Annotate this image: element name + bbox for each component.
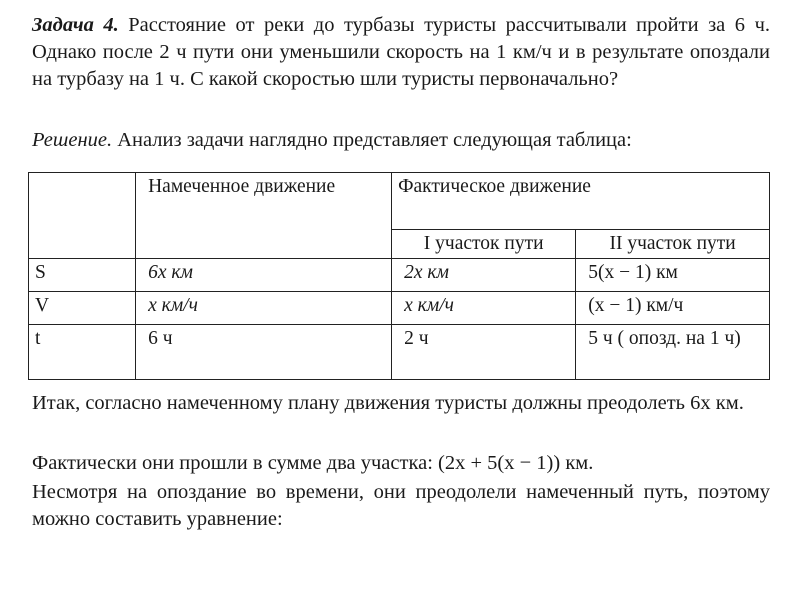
solution-label: Решение. <box>32 129 113 151</box>
problem-text: Расстояние от реки до турбазы туристы рассчитывали пройти за 6 ч. Однако после 2 ч пути они уменьшили скорость на 1 км/ч и в результате опоздали на турбазу на 1 ч. С какой скоростью шли туристы первоначально? <box>32 14 771 90</box>
table-row <box>29 292 770 325</box>
table-row <box>29 259 770 292</box>
paragraph-actual: Фактически они прошли в сумме два участка: (2x + 5(x − 1)) км. <box>32 452 594 474</box>
table-header-row <box>29 173 770 230</box>
cell-t-planned: 6 ч <box>136 325 392 380</box>
cell-v-seg2: (x − 1) км/ч <box>576 292 770 325</box>
solution-text: Анализ задачи наглядно представляет следующая таблица: <box>117 129 632 151</box>
cell-s-planned: 6x км <box>136 259 392 292</box>
header-planned: Намеченное движение <box>136 173 392 259</box>
header-segment1: I участок пути <box>392 230 576 259</box>
table-row <box>29 325 770 380</box>
paragraph-plan: Итак, согласно намеченному плану движения туристы должны преодолеть 6x км. <box>32 392 744 414</box>
problem-statement <box>32 12 770 93</box>
row-label-t: t <box>29 325 136 380</box>
row-label-v: V <box>29 292 136 325</box>
cell-t-seg1: 2 ч <box>392 325 576 380</box>
cell-t-seg2: 5 ч ( опозд. на 1 ч) <box>576 325 770 380</box>
solution-intro <box>32 127 770 154</box>
paragraph-equation: Несмотря на опоздание во времени, они преодолели намеченный путь, поэтому можно составить уравнение: <box>32 481 770 530</box>
cell-s-seg2: 5(x − 1) км <box>576 259 770 292</box>
analysis-table <box>28 172 770 380</box>
header-segment2: II участок пути <box>576 230 770 259</box>
header-actual: Фактическое движение <box>392 173 770 230</box>
row-label-s: S <box>29 259 136 292</box>
cell-v-seg1: x км/ч <box>392 292 576 325</box>
cell-v-planned: x км/ч <box>136 292 392 325</box>
problem-label: Задача 4. <box>32 14 119 36</box>
table-corner-cell <box>29 173 136 259</box>
cell-s-seg1: 2x км <box>392 259 576 292</box>
